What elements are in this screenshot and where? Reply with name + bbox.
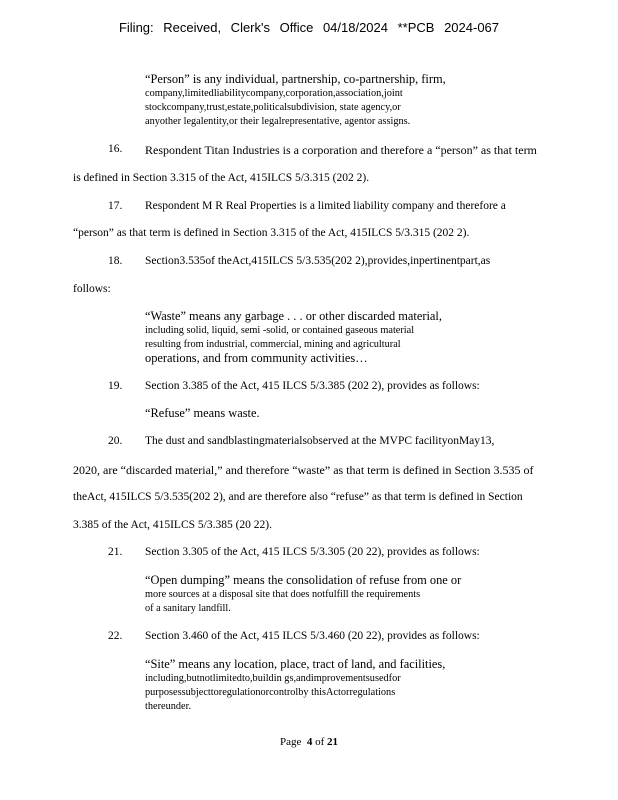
paragraph-18-line-2: follows: bbox=[73, 283, 111, 295]
paragraph-20-line-2: 2020, are “discarded material,” and therefore “waste” as that term is defined in Section 3.535 of bbox=[73, 463, 534, 477]
paragraph-16-line-1: Respondent Titan Industries is a corporation and therefore a “person” as that term bbox=[145, 143, 537, 157]
paragraph-20-line-3: theAct, 415ILCS 5/3.535(202 2), and are therefore also “refuse” as that term is defined in Section bbox=[73, 491, 523, 503]
person-def-line-1: “Person” is any individual, partnership, co-partnership, firm, bbox=[145, 72, 446, 86]
waste-def-line-3: resulting from industrial, commercial, mining and agricultural bbox=[145, 339, 401, 350]
paragraph-number: 19. bbox=[108, 380, 123, 392]
page-label: Page bbox=[279, 736, 302, 748]
dumping-def-line-3: of a sanitary landfill. bbox=[145, 603, 231, 614]
paragraph-20-line-4: 3.385 of the Act, 415ILCS 5/3.385 (20 22). bbox=[73, 519, 272, 531]
site-def-line-2: including,butnotlimitedto,buildin gs,andimprovementsusedfor bbox=[145, 673, 401, 684]
total-pages: 21 bbox=[327, 736, 339, 748]
paragraph-20-line-1: The dust and sandblastingmaterialsobserved at the MVPC facilityonMay13, bbox=[145, 435, 495, 447]
paragraph-21-line-1: Section 3.305 of the Act, 415 ILCS 5/3.305 (20 22), provides as follows: bbox=[145, 546, 480, 558]
page-number: 4 bbox=[306, 736, 313, 748]
refuse-def: “Refuse” means waste. bbox=[145, 406, 260, 420]
page-footer bbox=[0, 736, 618, 748]
paragraph-17-line-2: “person” as that term is defined in Section 3.315 of the Act, 415ILCS 5/3.315 (202 2). bbox=[73, 227, 470, 239]
of-label: of bbox=[315, 736, 325, 748]
paragraph-number: 17. bbox=[108, 200, 123, 212]
paragraph-19-line-1: Section 3.385 of the Act, 415 ILCS 5/3.385 (202 2), provides as follows: bbox=[145, 380, 480, 392]
paragraph-number: 20. bbox=[108, 435, 123, 447]
dumping-def-line-2: more sources at a disposal site that does notfulfill the requirements bbox=[145, 589, 421, 600]
waste-def-line-2: including solid, liquid, semi -solid, or contained gaseous material bbox=[145, 325, 415, 336]
person-def-line-4: anyother legalentity,or their legalrepresentative, agentor assigns. bbox=[145, 116, 411, 127]
person-def-line-3: stockcompany,trust,estate,politicalsubdivision, state agency,or bbox=[145, 102, 401, 113]
site-def-line-4: thereunder. bbox=[145, 701, 192, 712]
paragraph-16-line-2: is defined in Section 3.315 of the Act, 415ILCS 5/3.315 (202 2). bbox=[73, 172, 370, 184]
paragraph-22-line-1: Section 3.460 of the Act, 415 ILCS 5/3.460 (20 22), provides as follows: bbox=[145, 630, 480, 642]
site-def-line-1: “Site” means any location, place, tract of land, and facilities, bbox=[145, 657, 446, 671]
paragraph-number: 16. bbox=[108, 143, 123, 155]
dumping-def-line-1: “Open dumping” means the consolidation of refuse from one or bbox=[145, 573, 462, 587]
paragraph-number: 21. bbox=[108, 546, 123, 558]
site-def-line-3: purposessubjecttoregulationorcontrolby thisActorregulations bbox=[145, 687, 396, 698]
paragraph-number: 18. bbox=[108, 255, 123, 267]
person-def-line-2: company,limitedliabilitycompany,corporation,association,joint bbox=[145, 88, 403, 99]
paragraph-18-line-1: Section3.535of theAct,415ILCS 5/3.535(202 2),provides,inpertinentpart,as bbox=[145, 255, 491, 267]
waste-def-line-4: operations, and from community activities… bbox=[145, 351, 368, 365]
paragraph-17-line-1: Respondent M R Real Properties is a limited liability company and therefore a bbox=[145, 200, 506, 212]
waste-def-line-1: “Waste” means any garbage . . . or other discarded material, bbox=[145, 309, 442, 323]
filing-header: Filing: Received, Clerk's Office 04/18/2024 **PCB 2024-067 bbox=[118, 20, 500, 35]
paragraph-number: 22. bbox=[108, 630, 123, 642]
